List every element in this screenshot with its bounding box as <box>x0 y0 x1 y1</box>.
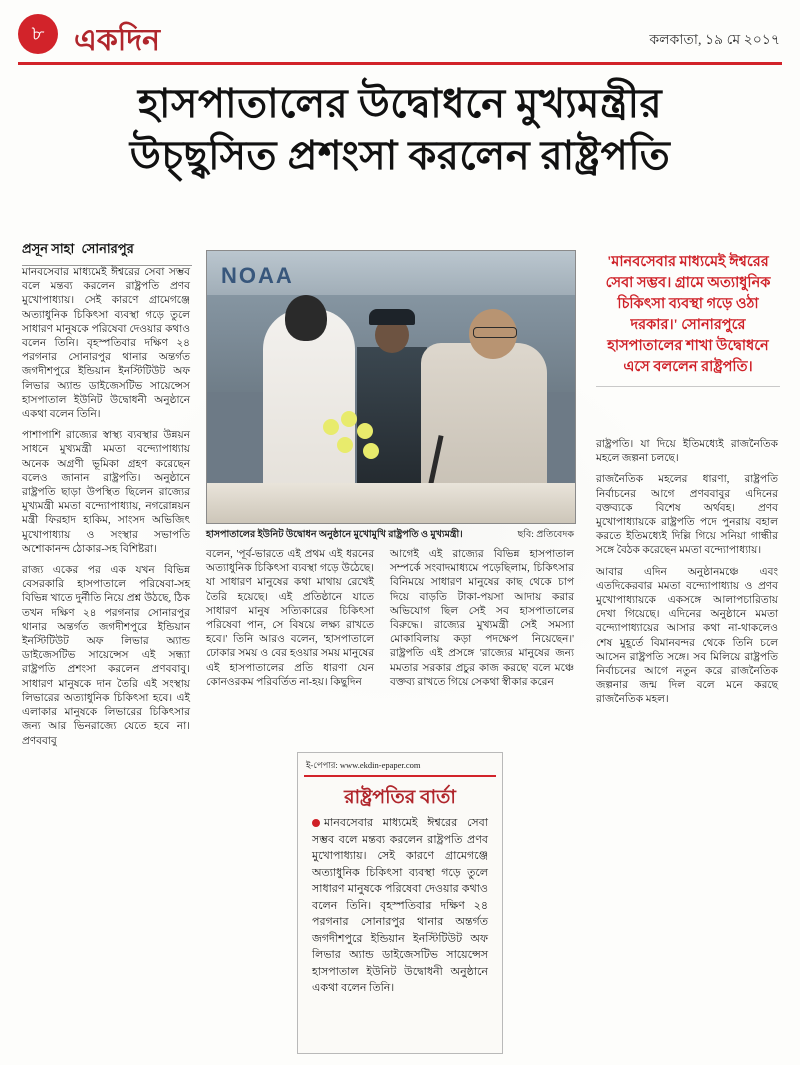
byline-place: সোনারপুর <box>81 241 134 256</box>
body-column-4 <box>596 438 778 715</box>
body-column-3 <box>390 548 574 697</box>
paragraph: মানবসেবার মাধ্যমেই ঈশ্বরের সেবা সম্ভব বলে মন্তব্য করলেন রাষ্ট্রপতি প্রণব মুখোপাধ্যায়। সেই কারণে গ্রামেগঞ্জে অত্যাধুনিক চিকিৎসা ব্যবস্থা গড়ে তুলে সাধারণ মানুষকে পরিষেবা দেওয়ার কথাও বলেন তিনি। বৃহস্পতিবার দক্ষিণ ২৪ পরগনার সোনারপুর থানার অন্তর্গত জগদীশপুরে ইন্ডিয়ান ইনস্টিটিউট অফ লিভার অ্যান্ড ডাইজেসটিভ সায়েন্সেস হাসপাতাল ইউনিট উদ্বোধনী অনুষ্ঠানে একথা বলেন তিনি। <box>22 267 190 421</box>
article-photo <box>206 250 576 524</box>
body-column-2 <box>206 548 374 697</box>
newspaper-title: একদিন <box>74 24 161 57</box>
masthead <box>18 10 782 64</box>
photo-figure-president <box>421 343 547 503</box>
bullet-icon <box>312 819 320 827</box>
masthead-divider <box>18 62 782 65</box>
paragraph: রাজনৈতিক মহলের ধারণা, রাষ্ট্রপতি নির্বাচনের আগে প্রণববাবুর এদিনের বক্তব্যকে বিশেষ অর্থবহ। প্রণব মুখোপাধ্যায়কে রাষ্ট্রপতি পদে পুনরায় বহাল করতে ইতিমধ্যেই দিল্লি গিয়ে সনিয়া গান্ধীর সঙ্গে বৈঠক করেছেন মমতা বন্দ্যোপাধ্যায়। <box>596 474 778 557</box>
paragraph: পাশাপাশি রাজ্যের স্বাস্থ্য ব্যবস্থার উন্নয়ন সাধনে মুখ্যমন্ত্রী মমতা বন্দ্যোপাধ্যায় অনেক অগ্রণী ভূমিকা গ্রহণ করেছেন বলেও জানান রাষ্ট্রপতি। অনুষ্ঠানে রাষ্ট্রপতি ছাড়া উপস্থিত ছিলেন রাজ্যের মুখ্যমন্ত্রী মমতা বন্দ্যোপাধ্যায়, নগরোন্নয়ন মন্ত্রী ফিরহাদ হাকিম, সাংসদ অভিজিৎ মুখোপাধ্যায় ও সংস্থার সভাপতি অশোকানন্দ ঠোকার-সহ বিশিষ্টরা। <box>22 430 190 555</box>
paragraph: আগেই এই রাজ্যের বিভিন্ন হাসপাতাল সম্পর্কে সংবাদমাধ্যমে পড়েছিলাম, চিকিৎসার বিনিময়ে সাধারণ মানুষের কাছ থেকে চাপ দিয়ে বাড়তি টাকা-পয়সা আদায় করার অভিযোগ ছিল সেই সব হাসপাতালের বিরুদ্ধে। রাজ্যের মুখ্যমন্ত্রী সেই সমস্যা মোকাবিলায় কড়া পদক্ষেপ নিয়েছেন।' রাষ্ট্রপতি এই প্রসঙ্গে 'রাজ্যের মানুষের জন্য মমতার সরকার প্রচুর কাজ করছে' বলে মঞ্চে বক্তব্য রাখতে গিয়ে সেকথা স্বীকার করেন <box>390 549 574 688</box>
paragraph: রাজ্য একের পর এক যখন বিভিন্ন বেসরকারি হাসপাতালে পরিষেবা-সহ বিভিন্ন খাতে দুর্নীতি নিয়ে প্রশ্ন উঠছে, ঠিক তখন দক্ষিণ ২৪ পরগনার সোনারপুর থানার অন্তর্গত জগদীশপুরে ইন্ডিয়ান ইনস্টিটিউট অফ লিভার অ্যান্ড ডাইজেসটিভ সায়েন্সেস এই সন্ধ্যা রাষ্ট্রপতি প্রশংসা করলেন প্রণববাবু। সাধারণ মানুষকে দান তৈরি এই সংস্থায় লিভারের অত্যাধুনিক চিকিৎসা হবে। এই এলাকার মানুষকে লিভারের চিকিৎসার জন্য আর ভিনরাজ্যে যেতে হবে না। প্রণববাবু <box>22 565 190 747</box>
paragraph: আবার এদিন অনুষ্ঠানমঞ্চে এবং এতদিকেরবার মমতা বন্দ্যোপাধ্যায় ও প্রণব মুখোপাধ্যায়কে একসঙ্গে আলাপচারিতায় দেখা গিয়েছে। এদিনের অনুষ্ঠানে মমতা বন্দ্যোপাধ্যায়ের আসার কথা না-থাকলেও শেষ মুহূর্তে বিমানবন্দর থেকে তিনি চলে আসেন রাষ্ট্রপতি সঙ্গে। সব মিলিয়ে রাষ্ট্রপতি নির্বাচনের আগে নতুন করে রাজনৈতিক জল্পনার জন্ম দিল বলে মনে করছে রাজনৈতিক মহল। <box>596 566 778 706</box>
clip-title: রাষ্ট্রপতির বার্তা <box>344 787 456 808</box>
epaper-clipping <box>297 752 503 1054</box>
byline-reporter: প্রসূন সাহা <box>22 241 75 256</box>
photo-table <box>207 483 575 523</box>
photo-figure-chief-minister-head <box>285 295 327 341</box>
photo-caption <box>206 528 574 543</box>
pull-quote: 'মানবসেবার মাধ্যমেই ঈশ্বরের সেবা সম্ভব। গ্রামে অত্যাধুনিক চিকিৎসা ব্যবস্থা গড়ে ওঠা দরকার।' সোনারপুরে হাসপাতালের শাখা উদ্বোধনে এসে বললেন রাষ্ট্রপতি। <box>596 252 780 387</box>
masthead-dateline: কলকাতা, ১৯ মে ২০১৭ <box>649 33 780 48</box>
article-headline <box>20 78 780 182</box>
paragraph: বলেন, 'পূর্ব-ভারতে এই প্রথম এই ধরনের অত্যাধুনিক চিকিৎসা ব্যবস্থা গড়ে উঠেছে। যা সাধারণ মানুষের কথা মাথায় রেখেই তৈরি হয়েছে। এই প্রতিষ্ঠানে যাতে সাধারণ মানুষ সত্যিকারের চিকিৎসা পরিষেবা পান, সে বিষয়ে লক্ষ্য রাখতে হবে।' তিনি আরও বলেন, 'হাসপাতালে ঢোকার সময় ও বের হওয়ার সময় মানুষের এই হাসপাতালের প্রতি ধারণা যেন কোনওরকম পরিবর্তিত না-হয়। কিছুদিন <box>206 549 374 688</box>
body-column-1 <box>22 266 190 756</box>
glasses-icon <box>473 327 517 338</box>
epaper-url-label[interactable]: ই-পেপার: www.ekdin-epaper.com <box>306 760 421 770</box>
photo-banner-text: NOAA <box>221 263 294 288</box>
clip-divider <box>304 775 496 777</box>
clip-body-text: মানবসেবার মাধ্যমেই ঈশ্বরের সেবা সম্ভব বলে মন্তব্য করলেন রাষ্ট্রপতি প্রণব মুখোপাধ্যায়। সেই কারণে গ্রামেগঞ্জে অত্যাধুনিক চিকিৎসা ব্যবস্থা গড়ে তুলে সাধারণ মানুষকে পরিষেবা দেওয়ার কথাও বলেন তিনি। বৃহস্পতিবার দক্ষিণ ২৪ পরগনার সোনারপুর থানার অন্তর্গত জগদীশপুরে ইন্ডিয়ান ইনস্টিটিউট অফ লিভার অ্যান্ড ডাইজেসটিভ সায়েন্সেস হাসপাতাল ইউনিট উদ্বোধনী অনুষ্ঠানে একথা বলেন তিনি। <box>312 817 488 994</box>
photo-figure-guard-cap <box>369 309 415 325</box>
paragraph: রাষ্ট্রপতি। যা দিয়ে ইতিমধ্যেই রাজনৈতিক মহলে জল্পনা চলছে। <box>596 439 778 465</box>
headline-line-2: উচ্ছ্বসিত প্রশংসা করলেন রাষ্ট্রপতি <box>129 133 671 178</box>
byline <box>22 240 192 266</box>
clip-body <box>312 815 488 997</box>
photo-caption-text: হাসপাতালের ইউনিট উদ্বোধন অনুষ্ঠানে মুখোমুখি রাষ্ট্রপতি ও মুখ্যমন্ত্রী। <box>206 530 463 540</box>
photo-bouquet <box>323 411 389 467</box>
page-number-badge: ৮ <box>18 14 58 54</box>
headline-line-1: হাসপাতালের উদ্বোধনে মুখ্যমন্ত্রীর <box>137 81 663 126</box>
photo-credit: ছবি: প্রতিবেদক <box>517 530 574 540</box>
